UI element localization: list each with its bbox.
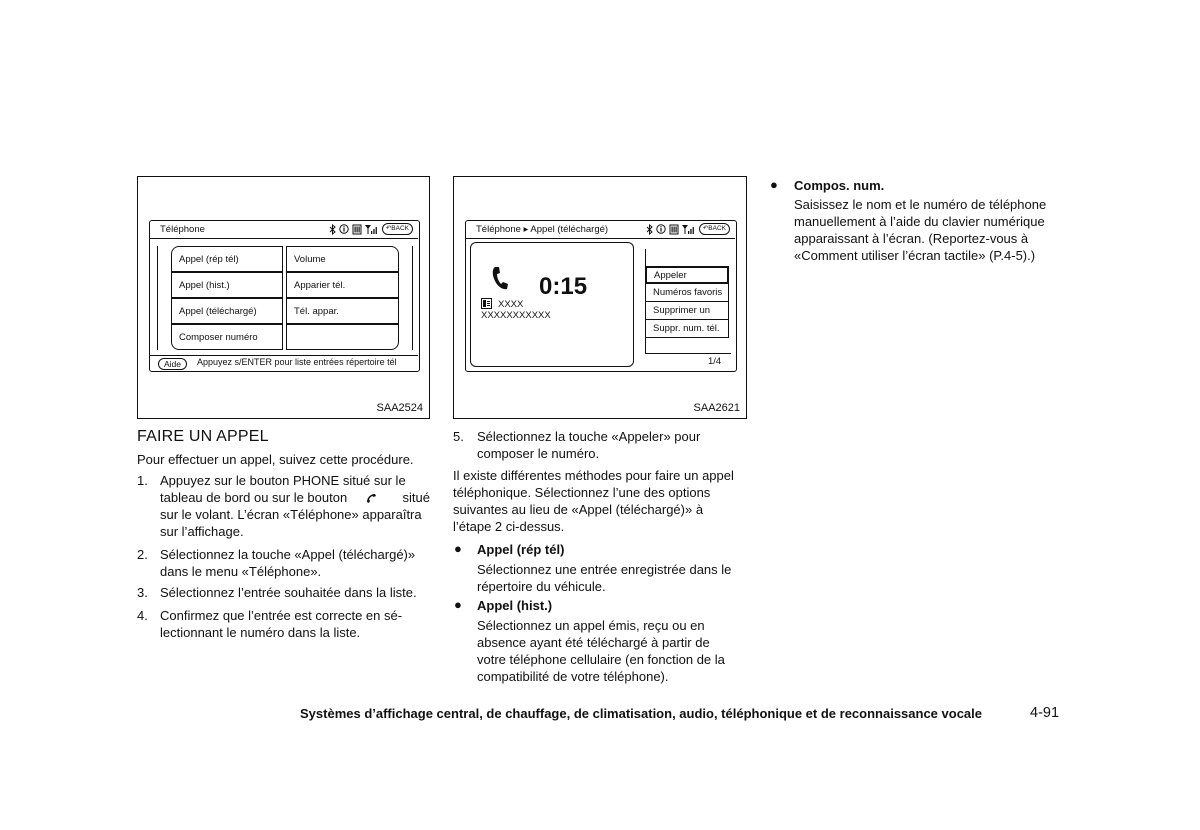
menu-apparier-tel[interactable] — [286, 272, 399, 298]
step-line: Sélectionnez la touche «Appel (téléchargé)» — [160, 547, 416, 562]
status-bar — [646, 223, 730, 235]
bullet-line: Sélectionnez un appel émis, reçu ou en — [477, 618, 705, 633]
menu-appel-hist[interactable] — [171, 272, 283, 298]
phone-battery-icon — [669, 224, 679, 235]
para-line: suivantes au lieu de «Appel (téléchargé)» à — [453, 502, 704, 517]
menu-label: Tél. appar. — [294, 305, 339, 317]
page-footer-title: Systèmes d’affichage central, de chauffage, de climatisation, audio, téléphonique et de reconnaissance vocale — [300, 706, 982, 721]
para-line: Il existe différentes méthodes pour faire un appel — [453, 468, 734, 483]
left-menu-edge — [157, 246, 158, 350]
bullet-dot: ● — [454, 597, 462, 612]
menu-label: Volume — [294, 253, 326, 265]
figure-telephone-menu — [137, 176, 430, 419]
step-number: 1. — [137, 473, 148, 488]
step-number: 5. — [453, 429, 464, 444]
phone-battery-icon — [352, 224, 362, 235]
screen-call — [465, 220, 737, 372]
info-icon — [656, 224, 666, 234]
menu-list-left-edge — [645, 249, 646, 353]
bullet-body — [477, 617, 746, 685]
back-button[interactable] — [382, 223, 413, 235]
bullet-body — [794, 196, 1063, 264]
signal-strength-icon — [682, 224, 696, 235]
screen-title: Téléphone ▸ Appel (téléchargé) — [476, 224, 609, 235]
step-line: Confirmez que l’entrée est correcte en sé- — [160, 608, 403, 623]
menu-label: Suppr. num. tél. — [653, 323, 720, 334]
bullet-line: apparaissant à l’écran. (Reportez-vous à — [794, 231, 1029, 246]
bullet-dot: ● — [454, 541, 462, 556]
menu-appel-rep-tel[interactable] — [171, 246, 283, 272]
back-arrow-icon: ↶ — [702, 225, 709, 232]
help-label: Aide — [164, 359, 182, 369]
bullet-dot: ● — [770, 177, 778, 192]
header-divider — [150, 238, 418, 239]
menu-supprimer-un[interactable] — [645, 302, 729, 320]
bullet-line: «Comment utiliser l’écran tactile» (P.4-5).) — [794, 248, 1036, 263]
contact-name: XXXX — [498, 299, 524, 310]
right-menu-edge — [412, 246, 413, 350]
status-bar — [329, 223, 413, 235]
header-divider — [466, 238, 735, 239]
contact-number: XXXXXXXXXXX — [481, 310, 551, 321]
phone-handset-icon — [365, 492, 377, 504]
screen-telephone — [149, 220, 420, 372]
bullet-line: Saisissez le nom et le numéro de téléphone — [794, 197, 1047, 212]
phone-handset-icon — [491, 265, 511, 291]
bullet-line: absence ayant été téléchargé à partir de — [477, 635, 710, 650]
step-line: composer le numéro. — [477, 446, 600, 461]
menu-label: Appeler — [654, 269, 687, 281]
para-line: téléphonique. Sélectionnez l’une des options — [453, 485, 711, 500]
step-number: 3. — [137, 585, 148, 600]
step-line: tableau de bord ou sur le bouton — [160, 490, 348, 505]
menu-numeros-favoris[interactable] — [645, 284, 729, 302]
step-number: 2. — [137, 547, 148, 562]
menu-tel-appar[interactable] — [286, 298, 399, 324]
menu-empty-slot — [286, 324, 399, 350]
menu-label: Appel (rép tél) — [179, 253, 239, 265]
back-label: BACK — [391, 225, 409, 232]
menu-label: Composer numéro — [179, 331, 258, 343]
step-line: Sélectionnez la touche «Appeler» pour — [477, 429, 701, 444]
step-line: situé — [402, 490, 430, 505]
step-line: sur l’affichage. — [160, 524, 244, 539]
step-number: 4. — [137, 608, 148, 623]
contact-card-icon — [481, 298, 492, 309]
bluetooth-icon — [329, 224, 336, 235]
page-indicator: 1/4 — [708, 356, 722, 367]
info-icon — [339, 224, 349, 234]
help-button[interactable] — [158, 358, 187, 370]
call-timer: 0:15 — [539, 273, 588, 300]
step-line-with-icon — [160, 489, 430, 506]
footer-divider — [150, 355, 418, 356]
bullet-line: répertoire du véhicule. — [477, 579, 606, 594]
step-line: dans le menu «Téléphone». — [160, 564, 322, 579]
figure-code: SAA2621 — [693, 402, 740, 414]
step-line: sur le volant. L’écran «Téléphone» apparaîtra — [160, 507, 422, 522]
bullet-line: Sélectionnez une entrée enregistrée dans le — [477, 562, 732, 577]
back-arrow-icon: ↶ — [385, 225, 392, 232]
signal-strength-icon — [365, 224, 379, 235]
screen-title: Téléphone — [160, 224, 205, 235]
menu-suppr-num-tel[interactable] — [645, 320, 729, 338]
step-line: lectionnant le numéro dans la liste. — [160, 625, 361, 640]
menu-volume[interactable] — [286, 246, 399, 272]
bullet-body — [477, 561, 746, 595]
menu-label: Appel (hist.) — [179, 279, 230, 291]
bluetooth-icon — [646, 224, 653, 235]
bullet-title: Appel (hist.) — [477, 598, 553, 613]
section-title: FAIRE UN APPEL — [137, 428, 269, 445]
menu-list-bottom — [645, 353, 731, 354]
menu-label: Apparier tél. — [294, 279, 346, 291]
call-info-panel — [470, 242, 634, 367]
figure-call-screen — [453, 176, 747, 419]
bullet-line: compatibilité de votre téléphone). — [477, 669, 669, 684]
menu-label: Supprimer un — [653, 305, 711, 316]
para-line: l’étape 2 ci-dessus. — [453, 519, 565, 534]
menu-appel-telecharge[interactable] — [171, 298, 283, 324]
menu-label: Appel (téléchargé) — [179, 305, 257, 317]
menu-composer-numero[interactable] — [171, 324, 283, 350]
footer-hint: Appuyez s/ENTER pour liste entrées répertoire tél — [197, 357, 397, 367]
bullet-title: Compos. num. — [794, 178, 885, 193]
intro-text: Pour effectuer un appel, suivez cette procédure. — [137, 452, 414, 467]
menu-appeler[interactable] — [645, 266, 729, 284]
methods-paragraph — [453, 467, 746, 535]
page-number: 4-91 — [1030, 705, 1060, 721]
bullet-line: manuellement à l’aide du clavier numérique — [794, 214, 1045, 229]
figure-code: SAA2524 — [376, 402, 423, 414]
back-button[interactable] — [699, 223, 730, 235]
menu-label: Numéros favoris — [653, 287, 723, 298]
back-label: BACK — [708, 225, 726, 232]
step-line: Appuyez sur le bouton PHONE situé sur le — [160, 473, 406, 488]
bullet-title: Appel (rép tél) — [477, 542, 565, 557]
bullet-line: votre téléphone cellulaire (en fonction de la — [477, 652, 725, 667]
step-line: Sélectionnez l’entrée souhaitée dans la liste. — [160, 585, 417, 600]
